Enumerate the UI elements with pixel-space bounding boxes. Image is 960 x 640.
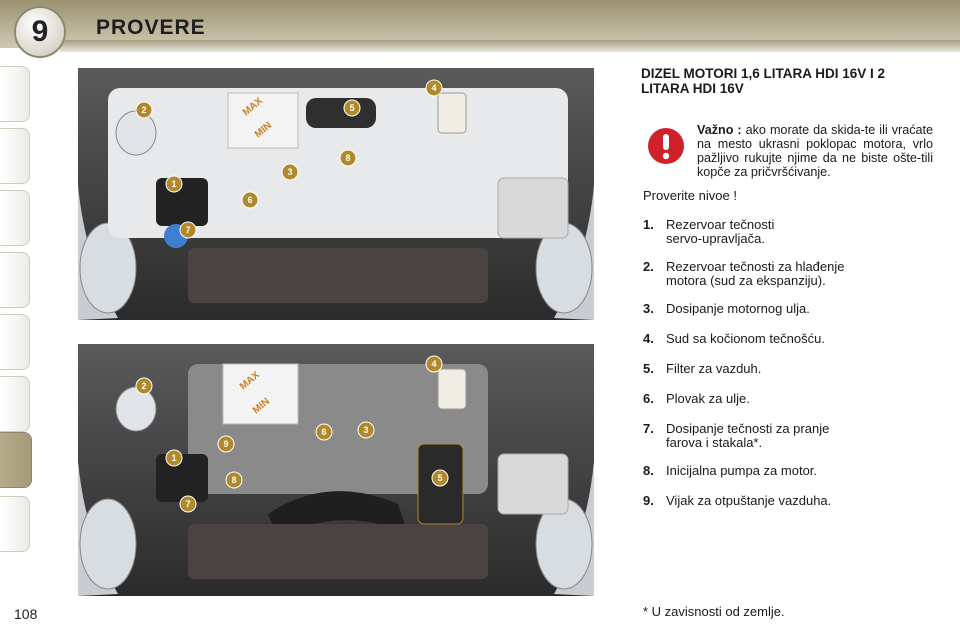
brake-fluid-reservoir: [438, 369, 466, 409]
callout-2: [136, 378, 152, 394]
svg-text:2: 2: [141, 381, 147, 391]
footnote: * U zavisnosti od zemlje.: [643, 604, 785, 619]
callout-5: [344, 100, 360, 116]
air-filter-duct: [306, 98, 376, 128]
front-crossmember: [188, 524, 488, 579]
engine-photo-top: [78, 68, 594, 320]
callout-9: [218, 436, 234, 452]
page-number: 108: [14, 606, 38, 622]
callout-3: [282, 164, 298, 180]
chapter-tab-9-active[interactable]: [0, 432, 32, 488]
note-text: ako morate da skida-te ili vraćate na mesto ukrasni poklopac motora, vrlo pažljivo rukujte njime da ne biste ošte-tili kopče za pričvršćivanje.: [697, 123, 933, 179]
list-item: 3. Dosipanje motornog ulja.: [643, 301, 810, 316]
check-levels-intro: Proverite nivoe !: [643, 188, 737, 203]
svg-text:2: 2: [141, 105, 147, 115]
list-item: 9. Vijak za otpuštanje vazduha.: [643, 493, 832, 508]
callout-7: [180, 222, 196, 238]
engine-compartment-illustration-top: [78, 68, 594, 320]
svg-text:7: 7: [185, 225, 191, 235]
callout-3: [358, 422, 374, 438]
chapter-tab-1[interactable]: [0, 66, 30, 122]
svg-text:8: 8: [231, 475, 237, 485]
chapter-tab-4[interactable]: [0, 252, 30, 308]
svg-text:1: 1: [171, 453, 177, 463]
list-item: 6. Plovak za ulje.: [643, 391, 750, 406]
note-label: Važno :: [697, 123, 742, 137]
list-item: 7. Dosipanje tečnosti za pranje farova i stakala*.: [643, 421, 830, 450]
gauge-max: MAX: [237, 369, 262, 393]
svg-text:8: 8: [345, 153, 351, 163]
gauge-min: MIN: [250, 396, 272, 417]
chapter-side-tabs: [0, 66, 34, 576]
engine-photo-bottom: [78, 344, 594, 596]
gauge-max: MAX: [240, 95, 265, 119]
coolant-reservoir: [116, 111, 156, 155]
callout-8: [226, 472, 242, 488]
list-item: 5. Filter za vazduh.: [643, 361, 762, 376]
svg-text:6: 6: [247, 195, 253, 205]
component-list: [643, 218, 943, 508]
left-headlight: [80, 499, 136, 589]
callout-6: [316, 424, 332, 440]
list-item: 1. Rezervoar tečnosti servo-upravljača.: [643, 217, 775, 246]
exclamation-warning-icon: [646, 126, 686, 166]
svg-text:3: 3: [287, 167, 293, 177]
list-item: 4. Sud sa kočionom tečnošću.: [643, 331, 825, 346]
callout-5: [432, 470, 448, 486]
battery: [498, 178, 568, 238]
list-item: 8. Inicijalna pumpa za motor.: [643, 463, 818, 478]
gauge-inset: [228, 93, 298, 148]
power-steering-reservoir: [156, 454, 208, 502]
callout-1: [166, 450, 182, 466]
svg-text:9: 9: [223, 439, 229, 449]
callout-1: [166, 176, 182, 192]
chapter-tab-3[interactable]: [0, 190, 30, 246]
battery: [498, 454, 568, 514]
chapter-title: PROVERE: [96, 16, 206, 39]
header-shadow: [60, 40, 960, 52]
chapter-tab-2[interactable]: [0, 128, 30, 184]
list-item: 2. Rezervoar tečnosti za hlađenje motora (sud za ekspanziju).: [643, 259, 845, 288]
brake-fluid-reservoir: [438, 93, 466, 133]
svg-text:4: 4: [431, 83, 437, 93]
chapter-tab-5[interactable]: [0, 314, 30, 370]
svg-text:5: 5: [437, 473, 443, 483]
front-crossmember: [188, 248, 488, 303]
chapter-tab-8[interactable]: [0, 496, 30, 552]
section-title: DIZEL MOTORI 1,6 LITARA HDI 16V I 2 LITARA HDI 16V: [641, 66, 886, 96]
chapter-badge: [14, 6, 66, 58]
svg-text:6: 6: [321, 427, 327, 437]
callout-8: [340, 150, 356, 166]
callout-2: [136, 102, 152, 118]
engine-compartment-illustration-bottom: [78, 344, 594, 596]
svg-text:7: 7: [185, 499, 191, 509]
gauge-inset: [223, 364, 298, 424]
callout-4: [426, 80, 442, 96]
callout-6: [242, 192, 258, 208]
svg-text:3: 3: [363, 425, 369, 435]
chapter-number: 9: [31, 15, 49, 48]
important-note: [697, 123, 933, 179]
callout-4: [426, 356, 442, 372]
callout-7: [180, 496, 196, 512]
svg-text:4: 4: [431, 359, 437, 369]
svg-text:5: 5: [349, 103, 355, 113]
gauge-min: MIN: [252, 120, 274, 141]
svg-text:1: 1: [171, 179, 177, 189]
chapter-tab-6[interactable]: [0, 376, 30, 432]
coolant-reservoir: [116, 387, 156, 431]
